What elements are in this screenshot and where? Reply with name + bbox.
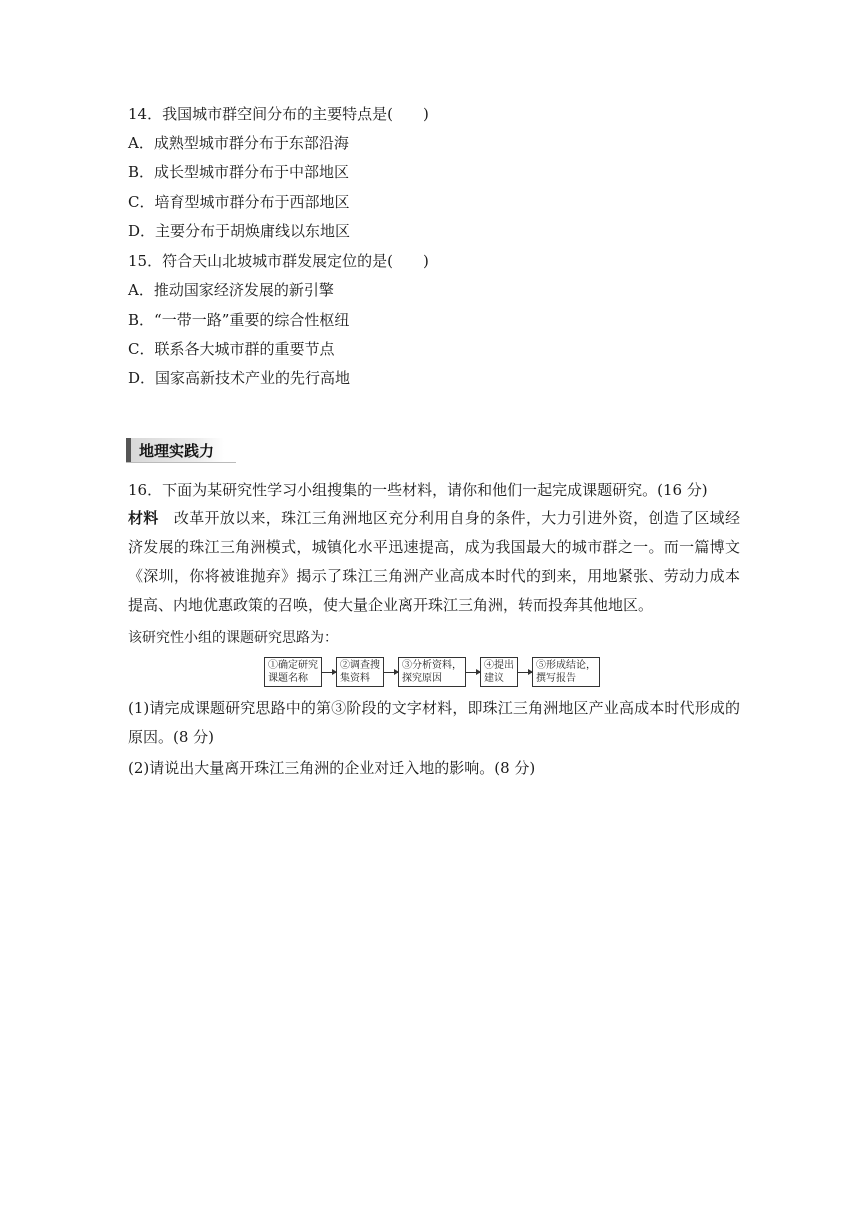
question-14-option-b: B．成长型城市群分布于中部地区 — [128, 163, 350, 181]
flow-step-4 — [480, 657, 518, 687]
question-16-material — [128, 504, 740, 620]
flow-step-1-line1: ①确定研究 — [268, 660, 318, 671]
material-label: 材料 — [128, 509, 159, 527]
question-14-option-a: A．成熟型城市群分布于东部沿海 — [128, 134, 349, 152]
flow-step-5 — [532, 657, 600, 687]
flow-step-2-line1: ②调查搜 — [340, 660, 380, 671]
question-16-stem: 16．下面为某研究性学习小组搜集的一些材料，请你和他们一起完成课题研究。(16 分) — [128, 481, 708, 499]
question-15-option-b: B．“一带一路”重要的综合性枢纽 — [128, 311, 350, 329]
flow-arrow-4 — [518, 672, 532, 673]
flow-intro: 该研究性小组的课题研究思路为： — [128, 630, 338, 646]
flow-step-2-line2: 集资料 — [340, 673, 370, 684]
section-underline — [126, 462, 236, 463]
flow-step-1-line2: 课题名称 — [268, 673, 308, 684]
section-title: 地理实践力 — [131, 438, 224, 462]
flow-step-3-line1: ③分析资料， — [402, 660, 462, 671]
question-14-option-c: C．培育型城市群分布于西部地区 — [128, 193, 350, 211]
flow-step-4-line2: 建议 — [484, 673, 504, 684]
question-15-option-c: C．联系各大城市群的重要节点 — [128, 340, 335, 358]
question-15-option-d: D．国家高新技术产业的先行高地 — [128, 369, 351, 387]
flow-step-2 — [336, 657, 384, 687]
flow-arrow-3 — [466, 672, 480, 673]
question-14-stem: 14．我国城市群空间分布的主要特点是( ) — [128, 105, 429, 123]
flow-arrow-1 — [322, 672, 336, 673]
question-14-option-d: D．主要分布于胡焕庸线以东地区 — [128, 222, 351, 240]
flow-arrow-2 — [384, 672, 398, 673]
flow-step-4-line1: ④提出 — [484, 660, 514, 671]
material-text: 改革开放以来，珠江三角洲地区充分利用自身的条件，大力引进外资，创造了区域经济发展的珠江三角洲模式，城镇化水平迅速提高，成为我国最大的城市群之一。而一篇博文《深圳，你将被谁抛弃》揭示了珠江三角洲产业高成本时代的到来，用地紧张、劳动力成本提高、内地优惠政策的召唤，使大量企业离开珠江三角洲，转而投奔其他地区。 — [128, 509, 740, 614]
research-flowchart — [264, 657, 600, 687]
question-15-option-a: A．推动国家经济发展的新引擎 — [128, 281, 334, 299]
section-header — [126, 434, 224, 466]
question-16-sub-2: (2)请说出大量离开珠江三角洲的企业对迁入地的影响。(8 分) — [128, 759, 536, 777]
flow-step-5-line2: 撰写报告 — [536, 673, 576, 684]
flow-step-5-line1: ⑤形成结论， — [536, 660, 596, 671]
flow-step-3 — [398, 657, 466, 687]
flow-step-1 — [264, 657, 322, 687]
question-15-stem: 15．符合天山北坡城市群发展定位的是( ) — [128, 252, 429, 270]
flow-step-3-line2: 探究原因 — [402, 673, 442, 684]
question-16-sub-1: (1)请完成课题研究思路中的第③阶段的文字材料，即珠江三角洲地区产业高成本时代形成的原因。(8 分) — [128, 699, 740, 746]
